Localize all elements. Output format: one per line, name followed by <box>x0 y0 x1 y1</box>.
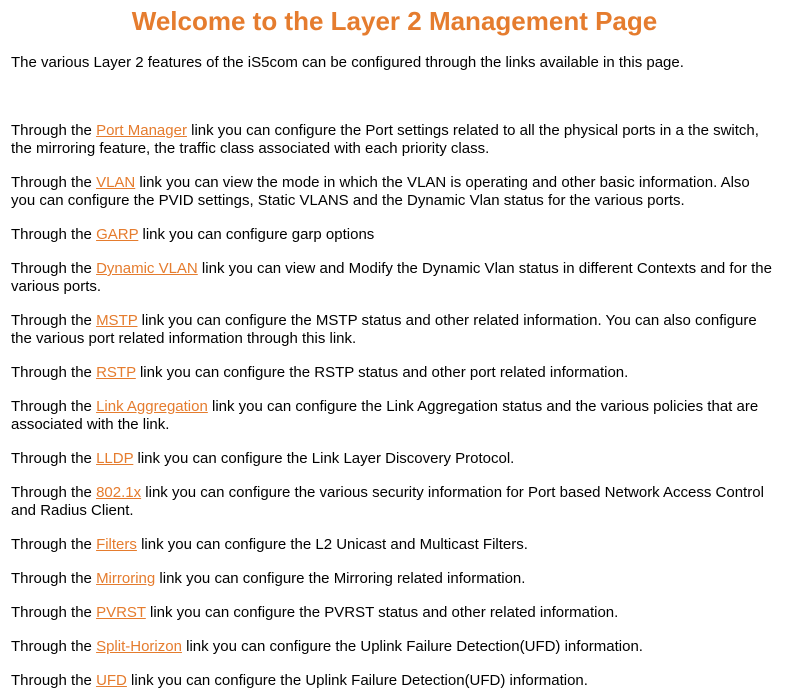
item-description: link you can configure the Uplink Failure Detection(UFD) information. <box>181 638 643 655</box>
vlan-link[interactable]: VLAN <box>96 174 136 191</box>
item-prefix: Through the <box>11 364 97 381</box>
item-prefix: Through the <box>11 484 97 501</box>
feature-item-garp <box>11 226 778 244</box>
link-aggregation-link[interactable]: Link Aggregation <box>96 398 208 415</box>
feature-item-mirroring <box>11 570 778 588</box>
item-prefix: Through the <box>11 398 97 415</box>
item-prefix: Through the <box>11 260 97 277</box>
item-prefix: Through the <box>11 570 97 587</box>
item-prefix: Through the <box>11 226 97 243</box>
feature-item-mstp <box>11 312 778 348</box>
item-prefix: Through the <box>11 672 97 689</box>
ufd-link[interactable]: UFD <box>96 672 127 689</box>
mirroring-link[interactable]: Mirroring <box>96 570 156 587</box>
item-description: link you can configure the Port settings related to all the physical ports in a the switch, the mirroring feature, the traffic class associated with each priority class. <box>11 122 759 157</box>
item-prefix: Through the <box>11 174 97 191</box>
feature-item-dynamic-vlan <box>11 260 778 296</box>
split-horizon-link[interactable]: Split-Horizon <box>96 638 182 655</box>
item-description: link you can view the mode in which the VLAN is operating and other basic information. Also you can configure the PVID settings, Static VLANS and the Dynamic Vlan status for the various ports. <box>11 174 750 209</box>
item-prefix: Through the <box>11 638 97 655</box>
feature-item-pvrst <box>11 604 778 622</box>
feature-item-filters <box>11 536 778 554</box>
rstp-link[interactable]: RSTP <box>96 364 136 381</box>
mstp-link[interactable]: MSTP <box>96 312 138 329</box>
item-description: link you can configure garp options <box>138 226 375 243</box>
intro-text: The various Layer 2 features of the iS5com can be configured through the links available in this page. <box>11 54 684 71</box>
item-description: link you can configure the MSTP status and other related information. You can also configure the various port related information through this link. <box>11 312 757 347</box>
dynamic-vlan-link[interactable]: Dynamic VLAN <box>96 260 198 277</box>
item-description: link you can configure the various security information for Port based Network Access Control and Radius Client. <box>11 484 764 519</box>
port-manager-link[interactable]: Port Manager <box>96 122 187 139</box>
item-description: link you can configure the Link Layer Discovery Protocol. <box>133 450 515 467</box>
dot1x-link[interactable]: 802.1x <box>96 484 142 501</box>
item-prefix: Through the <box>11 604 97 621</box>
item-description: link you can configure the Uplink Failure Detection(UFD) information. <box>126 672 588 689</box>
feature-item-rstp <box>11 364 778 382</box>
garp-link[interactable]: GARP <box>96 226 139 243</box>
filters-link[interactable]: Filters <box>96 536 137 553</box>
item-description: link you can configure the L2 Unicast and Multicast Filters. <box>136 536 528 553</box>
feature-item-lldp <box>11 450 778 468</box>
lldp-link[interactable]: LLDP <box>96 450 134 467</box>
item-description: link you can configure the Link Aggregation status and the various policies that are associated with the link. <box>11 398 759 433</box>
feature-item-vlan <box>11 174 778 210</box>
page-title: Welcome to the Layer 2 Management Page <box>131 6 658 36</box>
item-prefix: Through the <box>11 312 97 329</box>
item-description: link you can configure the RSTP status and other port related information. <box>135 364 629 381</box>
item-prefix: Through the <box>11 536 97 553</box>
feature-item-ufd <box>11 672 778 690</box>
feature-item-split-horizon <box>11 638 778 656</box>
feature-item-802-1x <box>11 484 778 520</box>
feature-list <box>11 122 778 690</box>
item-prefix: Through the <box>11 122 97 139</box>
item-description: link you can configure the Mirroring related information. <box>155 570 526 587</box>
item-prefix: Through the <box>11 450 97 467</box>
item-description: link you can configure the PVRST status and other related information. <box>145 604 619 621</box>
feature-item-link-aggregation <box>11 398 778 434</box>
pvrst-link[interactable]: PVRST <box>96 604 146 621</box>
feature-item-port-manager <box>11 122 778 158</box>
item-description: link you can view and Modify the Dynamic Vlan status in different Contexts and for the various ports. <box>11 260 772 295</box>
